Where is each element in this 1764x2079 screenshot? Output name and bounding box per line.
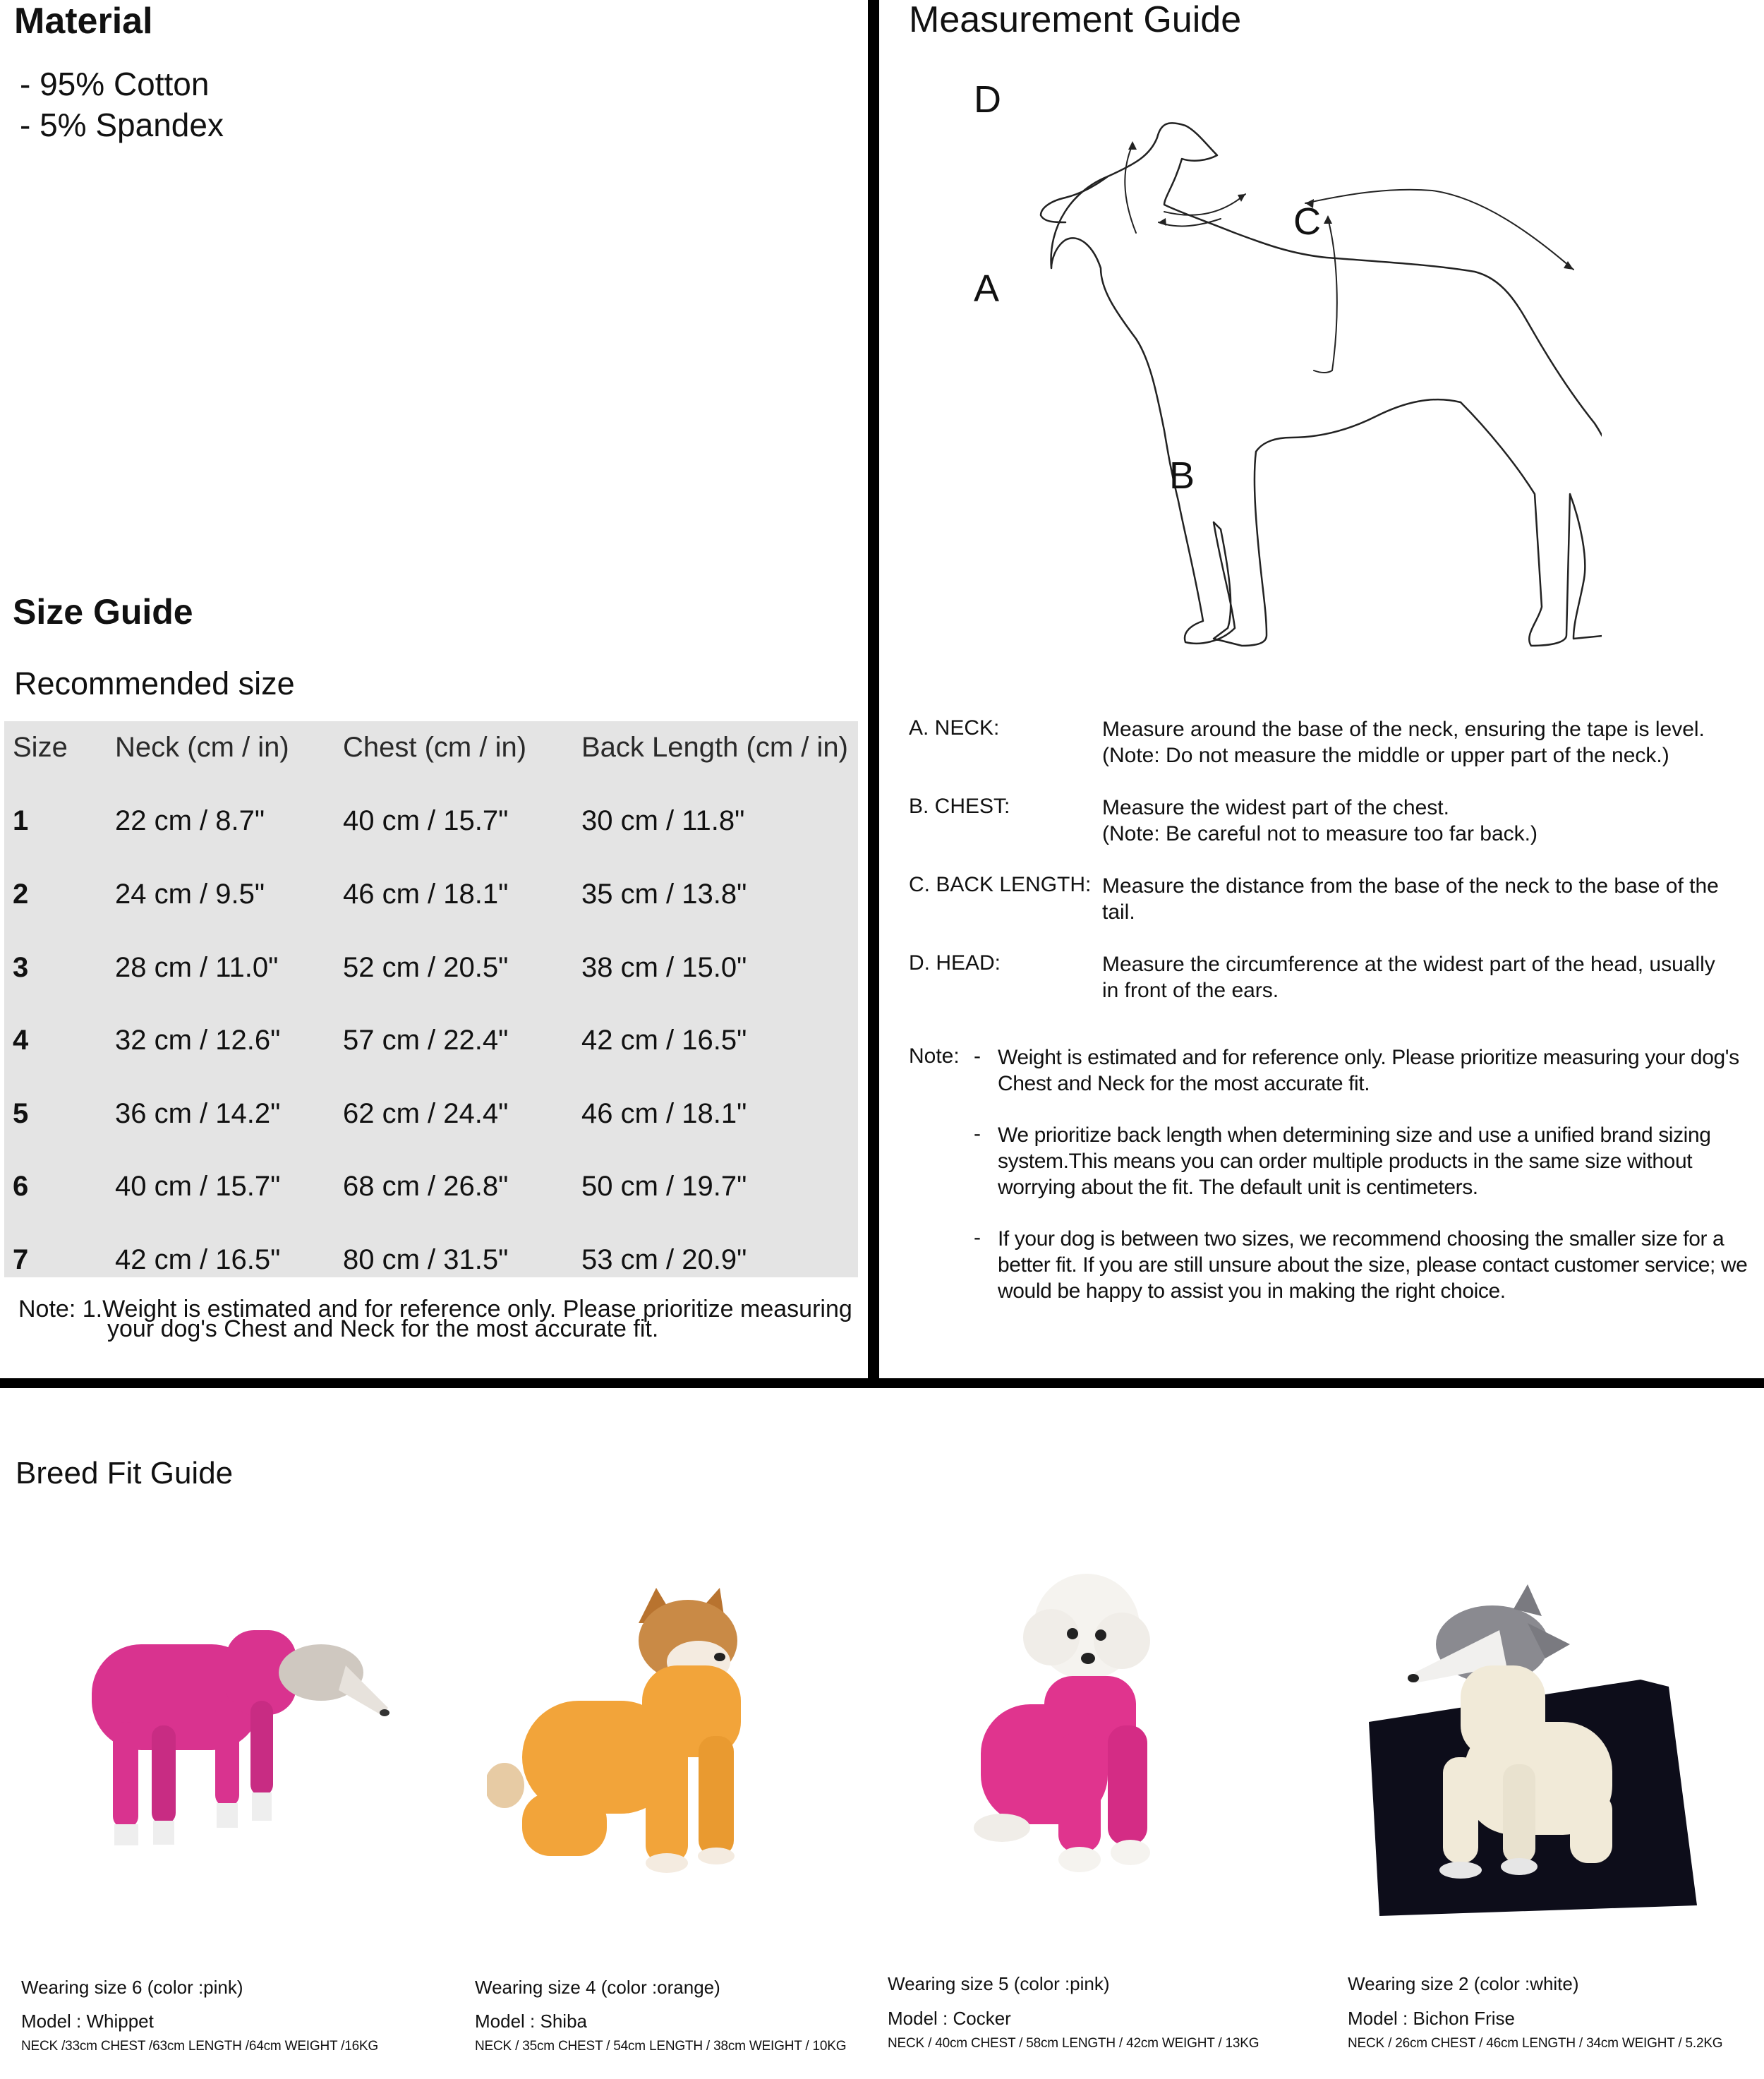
table-cell: 42 cm / 16.5" [581, 1025, 747, 1056]
table-cell: 46 cm / 18.1" [343, 879, 509, 910]
model-4-dims: NECK / 26cm CHEST / 46cm LENGTH / 34cm WEIGHT / 5.2KG [1348, 2036, 1723, 2051]
table-cell: 46 cm / 18.1" [581, 1098, 747, 1129]
measure-key-back-length: C. BACK LENGTH: [909, 873, 1092, 896]
measure-desc-neck-line-1: Measure around the base of the neck, ensuring the tape is level. [1102, 718, 1705, 741]
table-cell: 50 cm / 19.7" [581, 1171, 747, 1202]
size-guide-title: Size Guide [13, 592, 193, 632]
model-4-breed: Model : Bichon Frise [1348, 2008, 1515, 2029]
material-item-cotton: - 95% Cotton [20, 66, 210, 102]
table-cell: 62 cm / 24.4" [343, 1098, 509, 1129]
material-title: Material [14, 1, 153, 42]
table-cell: 7 [13, 1244, 29, 1275]
model-2-breed: Model : Shiba [475, 2011, 587, 2032]
measure-desc-neck-line-2: (Note: Do not measure the middle or upper part of the neck.) [1102, 744, 1669, 767]
table-cell: 40 cm / 15.7" [343, 805, 509, 836]
model-1-wearing: Wearing size 6 (color :pink) [21, 1977, 243, 1998]
measure-desc-head-line-2: in front of the ears. [1102, 979, 1279, 1002]
photo-shiba [487, 1581, 769, 1877]
table-cell: 38 cm / 15.0" [581, 952, 747, 983]
table-cell: 22 cm / 8.7" [115, 805, 265, 836]
model-2-wearing: Wearing size 4 (color :orange) [475, 1977, 720, 1998]
dog-outline [1051, 123, 1602, 646]
breed-fit-title: Breed Fit Guide [16, 1456, 234, 1490]
dog-measurement-diagram [896, 71, 1602, 670]
header-back-length: Back Length (cm / in) [581, 732, 848, 763]
recommended-size-heading: Recommended size [14, 665, 295, 701]
measure-desc-neck [1102, 716, 1737, 769]
horizontal-divider [0, 1378, 1764, 1388]
material-item-spandex: - 5% Spandex [20, 107, 224, 143]
measurement-note-3: If your dog is between two sizes, we recommend choosing the smaller size for a better fit. If you are still unsure about the size, please contact customer service; we would be happy to assist you in making the right choice. [998, 1227, 1748, 1303]
table-cell: 35 cm / 13.8" [581, 879, 747, 910]
measure-desc-back-length [1102, 873, 1737, 925]
table-cell: 42 cm / 16.5" [115, 1244, 281, 1275]
measurement-note-2: We prioritize back length when determining size and use a unified brand sizing system.This means you can order multiple products in the same size without worrying about the fit. The default unit is centimeters. [998, 1123, 1711, 1199]
note-bullet: - [974, 1226, 981, 1249]
table-cell: 52 cm / 20.5" [343, 952, 509, 983]
table-cell: 68 cm / 26.8" [343, 1171, 509, 1202]
measure-desc-back-length-line-1: Measure the distance from the base of the neck to the base of the [1102, 874, 1719, 898]
measure-desc-chest [1102, 795, 1737, 847]
table-cell: 1 [13, 805, 29, 836]
table-cell: 3 [13, 952, 29, 983]
table-cell: 2 [13, 879, 29, 910]
measure-desc-head-line-1: Measure the circumference at the widest part of the head, usually [1102, 953, 1715, 976]
note-bullet: - [974, 1122, 981, 1145]
model-1-breed: Model : Whippet [21, 2011, 154, 2032]
measure-line-c [1305, 190, 1573, 270]
model-3-breed: Model : Cocker [888, 2008, 1011, 2029]
diagram-label-c: C [1293, 200, 1321, 243]
table-cell: 36 cm / 14.2" [115, 1098, 281, 1129]
diagram-label-d: D [974, 78, 1001, 121]
model-1-dims: NECK /33cm CHEST /63cm LENGTH /64cm WEIGHT /16KG [21, 2039, 378, 2054]
model-3-wearing: Wearing size 5 (color :pink) [888, 1973, 1110, 1994]
measure-line-d [1125, 145, 1136, 233]
measure-desc-chest-line-2: (Note: Be careful not to measure too far back.) [1102, 822, 1538, 845]
note-bullet: - [974, 1044, 981, 1068]
measurement-note-label: Note: [909, 1044, 960, 1068]
header-neck: Neck (cm / in) [115, 732, 289, 763]
table-cell: 28 cm / 11.0" [115, 952, 279, 983]
size-table-note-line-1: Note: 1.Weight is estimated and for reference only. Please prioritize measuring [18, 1296, 852, 1322]
size-table-note [18, 1296, 852, 1342]
measure-desc-back-length-line-2: tail. [1102, 900, 1135, 924]
table-cell: 5 [13, 1098, 29, 1129]
header-chest: Chest (cm / in) [343, 732, 527, 763]
measure-key-neck: A. NECK: [909, 716, 1000, 740]
table-cell: 80 cm / 31.5" [343, 1244, 509, 1275]
photo-bichon-pink [967, 1570, 1192, 1881]
measure-desc-head [1102, 951, 1737, 1004]
header-size: Size [13, 732, 68, 763]
table-cell: 4 [13, 1025, 29, 1056]
measure-key-chest: B. CHEST: [909, 795, 1010, 818]
model-3-dims: NECK / 40cm CHEST / 58cm LENGTH / 42cm WEIGHT / 13KG [888, 2036, 1259, 2051]
measurement-note-1: Weight is estimated and for reference only. Please prioritize measuring your dog's Chest and Neck for the most accurate fit. [998, 1046, 1739, 1095]
vertical-divider [868, 0, 879, 1383]
diagram-label-a: A [974, 267, 1000, 310]
diagram-label-b: B [1169, 454, 1195, 497]
measurement-guide-title: Measurement Guide [909, 0, 1242, 40]
model-4-wearing: Wearing size 2 (color :white) [1348, 1973, 1579, 1994]
table-cell: 32 cm / 12.6" [115, 1025, 281, 1056]
measure-key-head: D. HEAD: [909, 951, 1001, 975]
table-cell: 30 cm / 11.8" [581, 805, 745, 836]
photo-whippet [71, 1602, 409, 1870]
photo-greyhound-white [1358, 1581, 1711, 1920]
table-cell: 24 cm / 9.5" [115, 879, 265, 910]
measure-desc-chest-line-1: Measure the widest part of the chest. [1102, 796, 1449, 819]
table-cell: 40 cm / 15.7" [115, 1171, 281, 1202]
table-cell: 6 [13, 1171, 29, 1202]
size-table-note-line-2: your dog's Chest and Neck for the most accurate fit. [107, 1315, 659, 1342]
measure-line-a [1164, 194, 1245, 215]
table-cell: 53 cm / 20.9" [581, 1244, 747, 1275]
table-cell: 57 cm / 22.4" [343, 1025, 509, 1056]
size-table [4, 721, 858, 1277]
model-2-dims: NECK / 35cm CHEST / 54cm LENGTH / 38cm WEIGHT / 10KG [475, 2039, 847, 2054]
